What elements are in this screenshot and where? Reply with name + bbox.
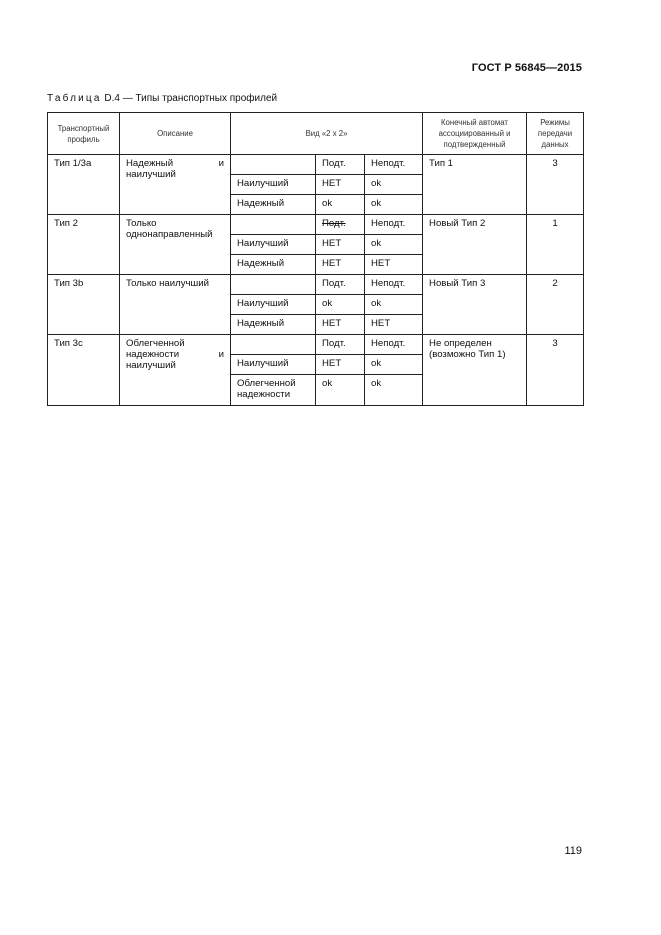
- view-unack-cell: ok: [365, 295, 423, 315]
- modes-cell: 1: [527, 215, 584, 275]
- view-unack-cell: НЕТ: [365, 315, 423, 335]
- view-unack-cell: ok: [365, 355, 423, 375]
- header-description: Описание: [120, 113, 231, 155]
- view-label-cell: [231, 215, 316, 235]
- caption-number: D.4: [101, 93, 120, 104]
- view-ack-cell: Подт.: [316, 335, 365, 355]
- view-ack-cell: Подт.: [316, 275, 365, 295]
- view-label-cell: Надежный: [231, 315, 316, 335]
- view-unack-cell: ok: [365, 175, 423, 195]
- view-label-cell: [231, 155, 316, 175]
- view-label-cell: [231, 335, 316, 355]
- view-ack-cell: ok: [316, 195, 365, 215]
- profile-cell: Тип 1/3а: [48, 155, 120, 215]
- profile-cell: Тип 3c: [48, 335, 120, 406]
- header-view: Вид «2 x 2»: [231, 113, 423, 155]
- table-row: [48, 215, 584, 235]
- view-unack-cell: ok: [365, 195, 423, 215]
- view-ack-cell: ok: [316, 295, 365, 315]
- view-ack-cell: НЕТ: [316, 255, 365, 275]
- description-cell: Облегченной надежности и наилучший: [120, 335, 231, 406]
- view-ack-cell: НЕТ: [316, 235, 365, 255]
- view-unack-cell: Неподт.: [365, 335, 423, 355]
- caption-title: — Типы транспортных профилей: [119, 93, 278, 104]
- transport-profiles-table: [47, 112, 584, 406]
- view-label-cell: Надежный: [231, 195, 316, 215]
- view-unack-cell: ok: [365, 375, 423, 406]
- view-unack-cell: НЕТ: [365, 255, 423, 275]
- view-label-cell: Наилучший: [231, 235, 316, 255]
- table-row: [48, 155, 584, 175]
- table-caption: [47, 93, 277, 104]
- modes-cell: 2: [527, 275, 584, 335]
- table-row: [48, 335, 584, 355]
- view-ack-cell: ok: [316, 375, 365, 406]
- view-ack-cell: НЕТ: [316, 355, 365, 375]
- view-label-cell: Наилучший: [231, 295, 316, 315]
- view-ack-cell: Подт.: [316, 155, 365, 175]
- view-label-cell: [231, 275, 316, 295]
- description-cell: Только наилучший: [120, 275, 231, 335]
- view-ack-cell: НЕТ: [316, 315, 365, 335]
- view-ack-cell-struck: Подт.: [316, 215, 365, 235]
- view-label-cell: Надежный: [231, 255, 316, 275]
- view-unack-cell: ok: [365, 235, 423, 255]
- view-label-cell: Наилучший: [231, 355, 316, 375]
- description-cell: Надежный и наилучший: [120, 155, 231, 215]
- description-cell: Только однонаправленный: [120, 215, 231, 275]
- caption-label: Таблица: [47, 93, 102, 104]
- view-label-cell: Облегченной надежности: [231, 375, 316, 406]
- view-label-cell: Наилучший: [231, 175, 316, 195]
- page-number: 119: [564, 845, 582, 857]
- document-code: ГОСТ Р 56845—2015: [471, 62, 582, 74]
- modes-cell: 3: [527, 335, 584, 406]
- header-profile: Транспортный профиль: [48, 113, 120, 155]
- table-header-row: [48, 113, 584, 155]
- modes-cell: 3: [527, 155, 584, 215]
- automaton-cell: Новый Тип 3: [423, 275, 527, 335]
- profile-cell: Тип 2: [48, 215, 120, 275]
- header-modes: Режимы передачи данных: [527, 113, 584, 155]
- table-row: [48, 275, 584, 295]
- view-unack-cell: Неподт.: [365, 155, 423, 175]
- automaton-cell: Тип 1: [423, 155, 527, 215]
- automaton-cell: Новый Тип 2: [423, 215, 527, 275]
- profile-cell: Тип 3b: [48, 275, 120, 335]
- view-unack-cell: Неподт.: [365, 215, 423, 235]
- view-unack-cell: Неподт.: [365, 275, 423, 295]
- header-automaton: Конечный автомат ассоциированный и подтвержденный: [423, 113, 527, 155]
- automaton-cell: Не определен (возможно Тип 1): [423, 335, 527, 406]
- view-ack-cell: НЕТ: [316, 175, 365, 195]
